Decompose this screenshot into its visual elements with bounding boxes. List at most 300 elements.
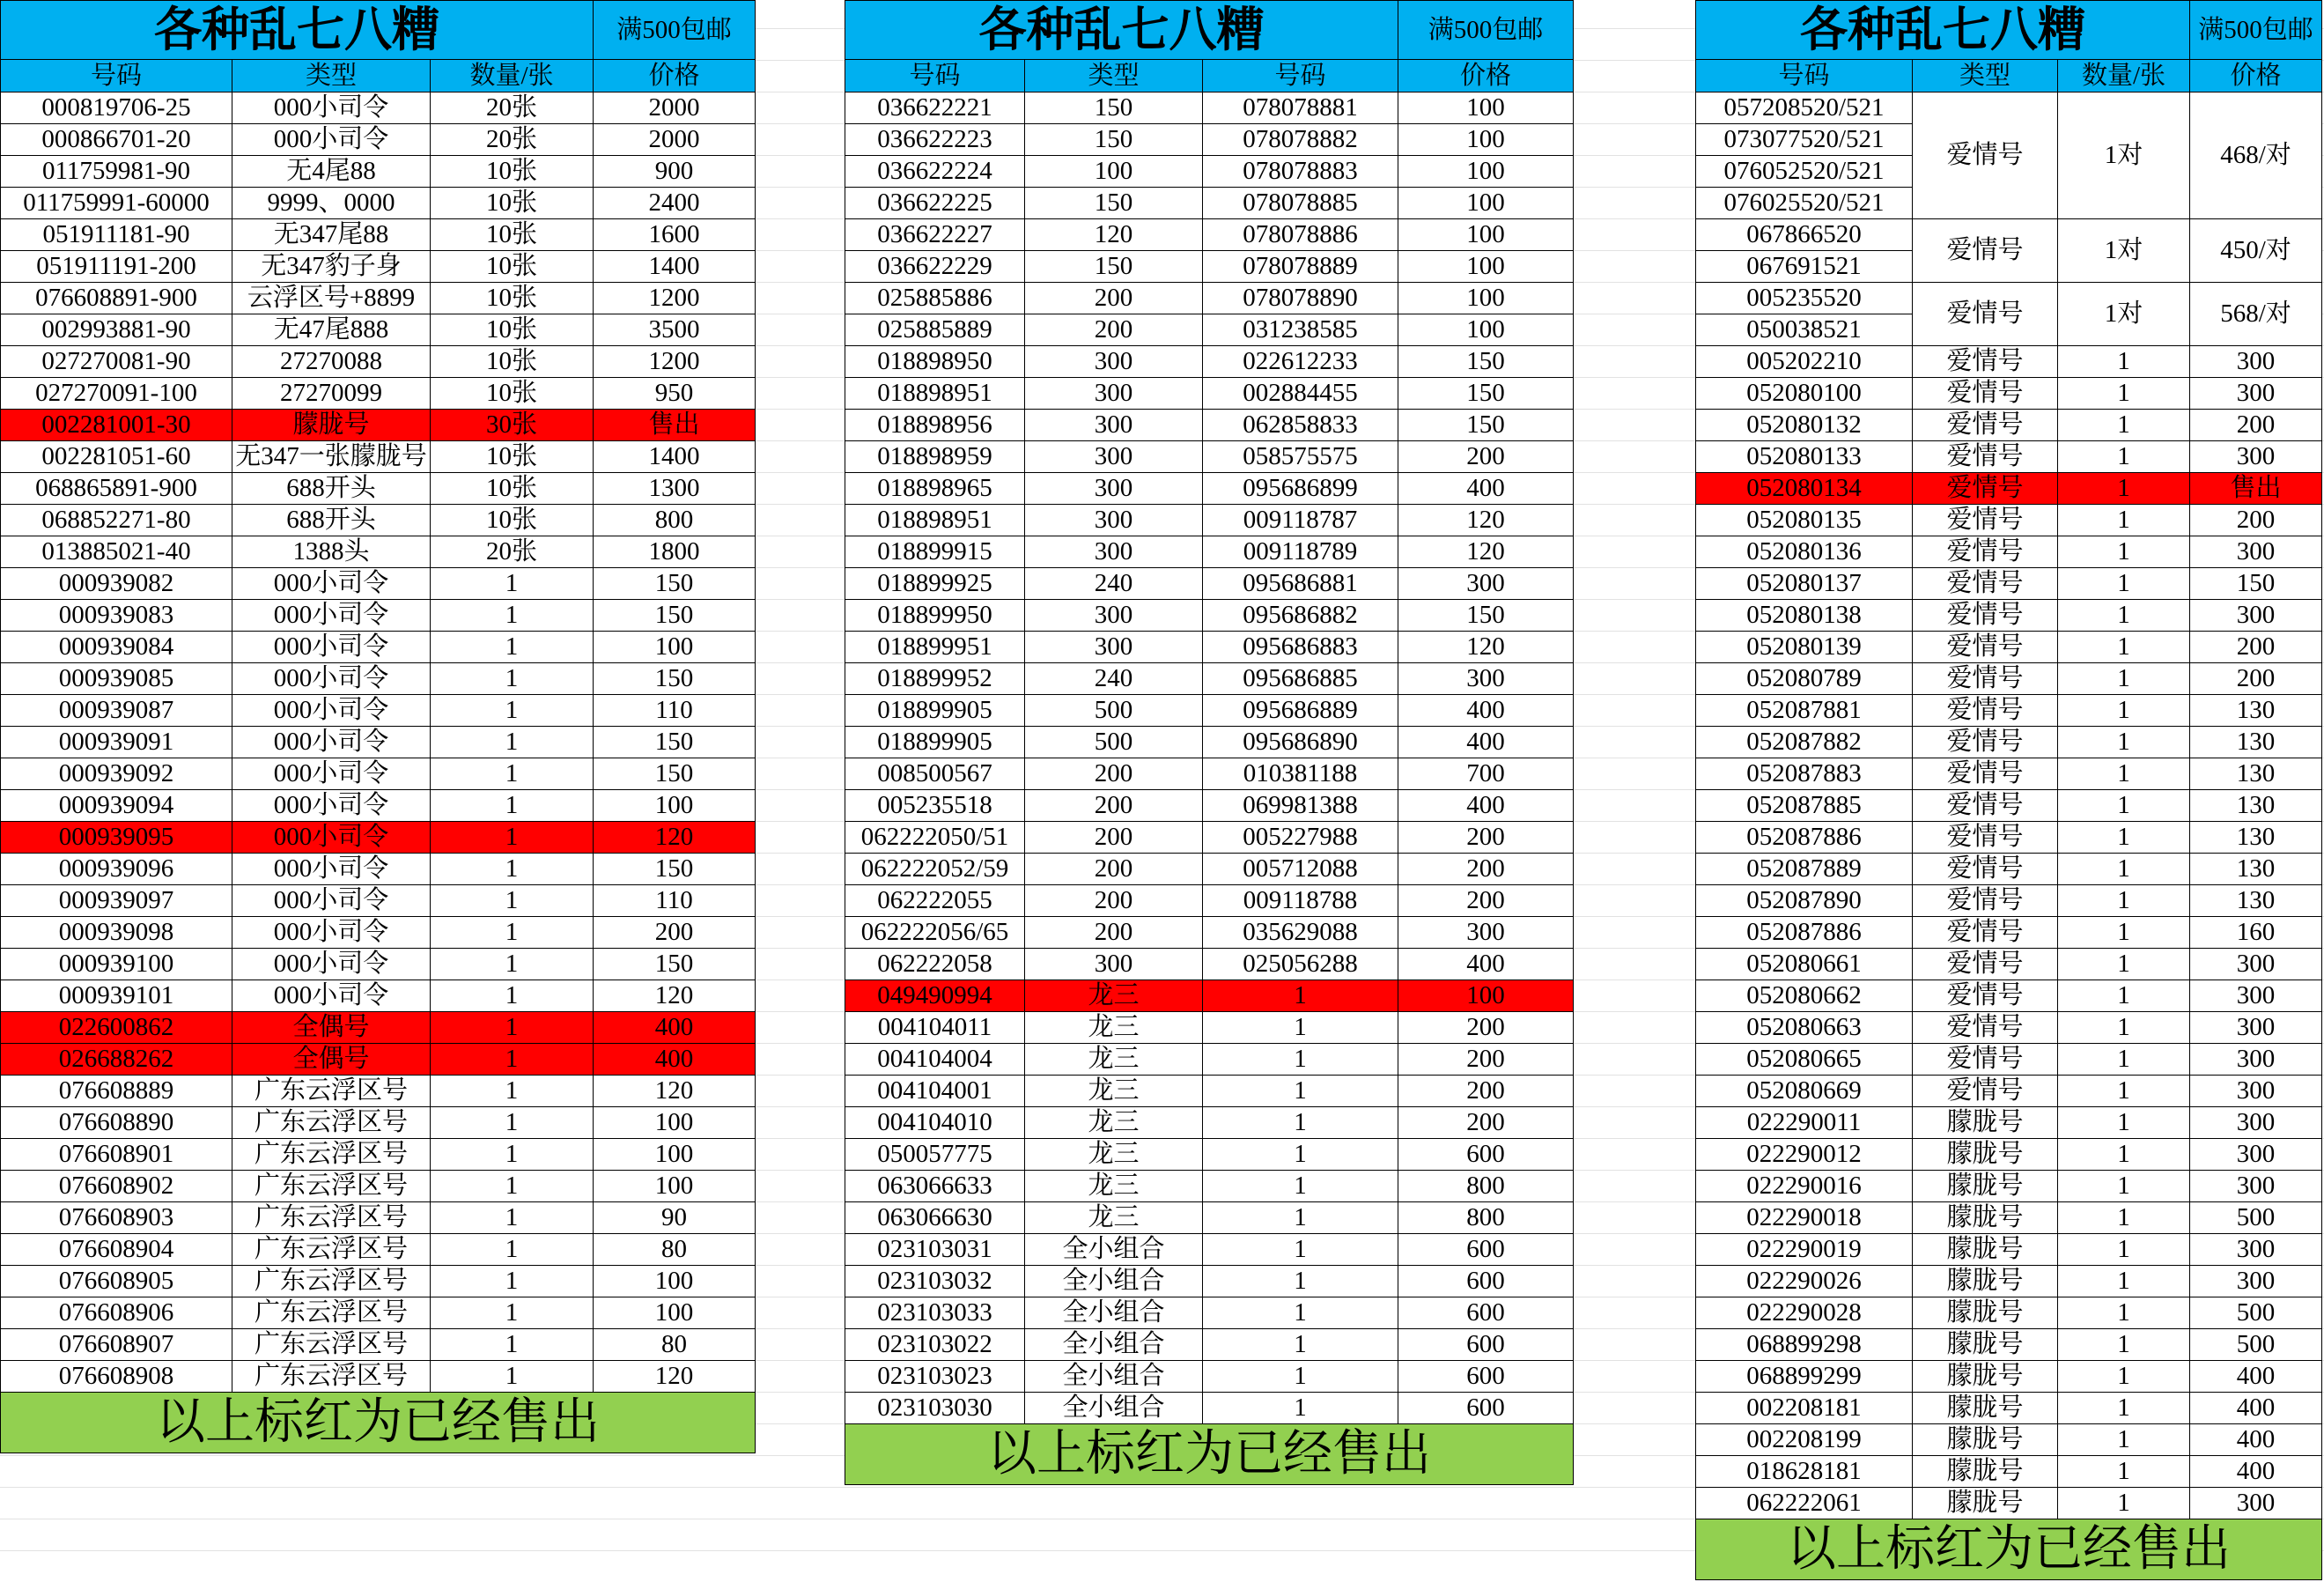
price-cell: 100 bbox=[1398, 314, 1573, 345]
number-cell: 000939097 bbox=[1, 885, 232, 916]
number-cell: 018899952 bbox=[845, 663, 1024, 694]
type-cell: 爱情号 bbox=[1913, 568, 2057, 599]
number-cell: 018899915 bbox=[845, 536, 1024, 567]
quantity-cell: 1 bbox=[2058, 568, 2189, 599]
price-cell: 200 bbox=[1398, 1107, 1573, 1138]
quantity-cell: 1 bbox=[431, 885, 593, 916]
number-cell: 052087881 bbox=[1696, 695, 1912, 726]
type-cell: 全小组合 bbox=[1025, 1234, 1202, 1265]
price-cell: 2000 bbox=[594, 124, 755, 155]
price-cell: 100 bbox=[594, 790, 755, 821]
number-cell: 022290026 bbox=[1696, 1266, 1912, 1297]
number-cell: 076608890 bbox=[1, 1107, 232, 1138]
column-header-price: 价格 bbox=[594, 60, 755, 92]
price-cell: 300 bbox=[2190, 980, 2321, 1011]
price-cell: 300 bbox=[2190, 378, 2321, 409]
type-cell: 000小司令 bbox=[232, 917, 430, 948]
price-cell: 800 bbox=[1398, 1202, 1573, 1233]
quantity-cell: 10张 bbox=[431, 314, 593, 345]
column-header-number: 号码 bbox=[1696, 60, 1912, 92]
price-cell: 120 bbox=[1398, 632, 1573, 662]
number-cell: 005235520 bbox=[1696, 283, 1912, 314]
quantity-cell: 10张 bbox=[431, 251, 593, 282]
number-cell: 004104004 bbox=[845, 1044, 1024, 1075]
type-cell: 000小司令 bbox=[232, 124, 430, 155]
price-cell: 450/对 bbox=[2190, 219, 2321, 282]
type-cell: 150 bbox=[1025, 188, 1202, 218]
number-cell: 011759981-90 bbox=[1, 156, 232, 187]
quantity-cell: 1 bbox=[431, 854, 593, 884]
type-cell: 龙三 bbox=[1025, 1139, 1202, 1170]
sheet-title: 各种乱七八糟 bbox=[1696, 1, 2189, 59]
number-cell: 018898951 bbox=[845, 505, 1024, 536]
type-cell: 爱情号 bbox=[1913, 441, 2057, 472]
number-cell: 027270091-100 bbox=[1, 378, 232, 409]
number-cell: 078078889 bbox=[1203, 251, 1398, 282]
quantity-cell: 1 bbox=[2058, 632, 2189, 662]
price-cell: 120 bbox=[594, 1361, 755, 1392]
number-cell: 010381188 bbox=[1203, 758, 1398, 789]
quantity-cell: 1 bbox=[2058, 1044, 2189, 1075]
quantity-cell: 1 bbox=[431, 1297, 593, 1328]
number-cell: 052080662 bbox=[1696, 980, 1912, 1011]
quantity-cell: 1 bbox=[431, 1076, 593, 1106]
number-cell: 018899905 bbox=[845, 695, 1024, 726]
number-cell: 022290028 bbox=[1696, 1297, 1912, 1328]
price-cell: 300 bbox=[2190, 1107, 2321, 1138]
number-cell: 009118789 bbox=[1203, 536, 1398, 567]
quantity-cell: 1 bbox=[431, 822, 593, 853]
type-cell: 300 bbox=[1025, 632, 1202, 662]
quantity-cell: 1 bbox=[2058, 1456, 2189, 1487]
price-cell: 售出 bbox=[2190, 473, 2321, 504]
type-cell: 爱情号 bbox=[1913, 727, 2057, 758]
number-cell: 052080135 bbox=[1696, 505, 1912, 536]
price-cell: 100 bbox=[594, 1266, 755, 1297]
price-cell: 300 bbox=[2190, 1234, 2321, 1265]
quantity-cell: 1 bbox=[431, 1012, 593, 1043]
quantity-cell: 1 bbox=[431, 1171, 593, 1201]
price-cell: 400 bbox=[2190, 1393, 2321, 1423]
quantity-cell: 1 bbox=[2058, 854, 2189, 884]
price-cell: 600 bbox=[1398, 1234, 1573, 1265]
price-cell: 300 bbox=[2190, 1266, 2321, 1297]
type-cell: 广东云浮区号 bbox=[232, 1361, 430, 1392]
number-cell: 076608908 bbox=[1, 1361, 232, 1392]
type-cell: 无347豹子身 bbox=[232, 251, 430, 282]
price-cell: 500 bbox=[2190, 1329, 2321, 1360]
type-cell: 龙三 bbox=[1025, 1076, 1202, 1106]
number-cell: 022290018 bbox=[1696, 1202, 1912, 1233]
type-cell: 爱情号 bbox=[1913, 1076, 2057, 1106]
type-cell: 爱情号 bbox=[1913, 695, 2057, 726]
price-cell: 2400 bbox=[594, 188, 755, 218]
number-cell: 022290019 bbox=[1696, 1234, 1912, 1265]
price-cell: 150 bbox=[594, 854, 755, 884]
type-cell: 云浮区号+8899 bbox=[232, 283, 430, 314]
quantity-cell: 10张 bbox=[431, 441, 593, 472]
quantity-cell: 10张 bbox=[431, 505, 593, 536]
type-cell: 爱情号 bbox=[1913, 505, 2057, 536]
number-cell: 004104011 bbox=[845, 1012, 1024, 1043]
price-cell: 468/对 bbox=[2190, 92, 2321, 218]
type-cell: 全小组合 bbox=[1025, 1393, 1202, 1423]
number-cell: 1 bbox=[1203, 1171, 1398, 1201]
quantity-cell: 10张 bbox=[431, 219, 593, 250]
quantity-cell: 1 bbox=[431, 1234, 593, 1265]
quantity-cell: 1 bbox=[2058, 1488, 2189, 1519]
type-cell: 朦胧号 bbox=[1913, 1202, 2057, 1233]
price-cell: 120 bbox=[1398, 505, 1573, 536]
number-cell: 052080138 bbox=[1696, 600, 1912, 631]
price-cell: 300 bbox=[2190, 536, 2321, 567]
number-cell: 078078886 bbox=[1203, 219, 1398, 250]
column-header-type: 类型 bbox=[1913, 60, 2057, 92]
price-cell: 130 bbox=[2190, 885, 2321, 916]
price-cell: 110 bbox=[594, 885, 755, 916]
number-cell: 1 bbox=[1203, 980, 1398, 1011]
number-cell: 068865891-900 bbox=[1, 473, 232, 504]
quantity-cell: 20张 bbox=[431, 92, 593, 123]
number-cell: 076608901 bbox=[1, 1139, 232, 1170]
price-cell: 500 bbox=[2190, 1202, 2321, 1233]
price-list-left bbox=[0, 0, 756, 1453]
number-cell: 052080100 bbox=[1696, 378, 1912, 409]
price-cell: 200 bbox=[2190, 410, 2321, 440]
price-cell: 600 bbox=[1398, 1329, 1573, 1360]
price-cell: 300 bbox=[1398, 568, 1573, 599]
number-cell: 051911181-90 bbox=[1, 219, 232, 250]
price-cell: 1200 bbox=[594, 283, 755, 314]
price-cell: 130 bbox=[2190, 727, 2321, 758]
type-cell: 无347一张朦胧号 bbox=[232, 441, 430, 472]
number-cell: 062222052/59 bbox=[845, 854, 1024, 884]
column-header-number: 号码 bbox=[845, 60, 1024, 92]
number-cell: 052087882 bbox=[1696, 727, 1912, 758]
price-cell: 150 bbox=[594, 949, 755, 980]
price-cell: 400 bbox=[594, 1044, 755, 1075]
quantity-cell: 1 bbox=[2058, 600, 2189, 631]
price-cell: 130 bbox=[2190, 790, 2321, 821]
type-cell: 广东云浮区号 bbox=[232, 1202, 430, 1233]
number-cell: 000939085 bbox=[1, 663, 232, 694]
price-cell: 200 bbox=[2190, 505, 2321, 536]
number-cell: 022290016 bbox=[1696, 1171, 1912, 1201]
number-cell: 002884455 bbox=[1203, 378, 1398, 409]
type-cell: 200 bbox=[1025, 885, 1202, 916]
type-cell: 27270099 bbox=[232, 378, 430, 409]
price-cell: 100 bbox=[594, 1297, 755, 1328]
number-cell: 095686890 bbox=[1203, 727, 1398, 758]
number-cell: 063066630 bbox=[845, 1202, 1024, 1233]
type-cell: 爱情号 bbox=[1913, 885, 2057, 916]
type-cell: 000小司令 bbox=[232, 663, 430, 694]
type-cell: 朦胧号 bbox=[1913, 1266, 2057, 1297]
price-cell: 300 bbox=[2190, 1076, 2321, 1106]
number-cell: 000939084 bbox=[1, 632, 232, 662]
type-cell: 广东云浮区号 bbox=[232, 1139, 430, 1170]
number-cell: 1 bbox=[1203, 1361, 1398, 1392]
number-cell: 000939096 bbox=[1, 854, 232, 884]
type-cell: 爱情号 bbox=[1913, 219, 2057, 282]
number-cell: 052087886 bbox=[1696, 917, 1912, 948]
number-cell: 052080663 bbox=[1696, 1012, 1912, 1043]
quantity-cell: 1 bbox=[431, 1139, 593, 1170]
price-cell: 300 bbox=[2190, 1139, 2321, 1170]
number-cell: 018898959 bbox=[845, 441, 1024, 472]
quantity-cell: 1 bbox=[2058, 1361, 2189, 1392]
number-cell: 000939098 bbox=[1, 917, 232, 948]
number-cell: 069981388 bbox=[1203, 790, 1398, 821]
type-cell: 朦胧号 bbox=[232, 410, 430, 440]
price-cell: 1400 bbox=[594, 251, 755, 282]
quantity-cell: 1 bbox=[2058, 441, 2189, 472]
price-cell: 100 bbox=[1398, 251, 1573, 282]
price-cell: 1600 bbox=[594, 219, 755, 250]
type-cell: 688开头 bbox=[232, 505, 430, 536]
type-cell: 000小司令 bbox=[232, 822, 430, 853]
type-cell: 000小司令 bbox=[232, 92, 430, 123]
number-cell: 062222061 bbox=[1696, 1488, 1912, 1519]
price-cell: 1800 bbox=[594, 536, 755, 567]
type-cell: 爱情号 bbox=[1913, 790, 2057, 821]
price-cell: 200 bbox=[594, 917, 755, 948]
number-cell: 008500567 bbox=[845, 758, 1024, 789]
type-cell: 000小司令 bbox=[232, 695, 430, 726]
number-cell: 000939087 bbox=[1, 695, 232, 726]
quantity-cell: 1 bbox=[431, 568, 593, 599]
number-cell: 023103031 bbox=[845, 1234, 1024, 1265]
price-cell: 300 bbox=[1398, 663, 1573, 694]
quantity-cell: 1 bbox=[2058, 1139, 2189, 1170]
number-cell: 005227988 bbox=[1203, 822, 1398, 853]
number-cell: 036622224 bbox=[845, 156, 1024, 187]
price-cell: 400 bbox=[1398, 473, 1573, 504]
type-cell: 240 bbox=[1025, 568, 1202, 599]
quantity-cell: 1 bbox=[2058, 410, 2189, 440]
type-cell: 朦胧号 bbox=[1913, 1297, 2057, 1328]
number-cell: 057208520/521 bbox=[1696, 92, 1912, 123]
price-cell: 130 bbox=[2190, 758, 2321, 789]
number-cell: 052087889 bbox=[1696, 854, 1912, 884]
quantity-cell: 1 bbox=[431, 1202, 593, 1233]
number-cell: 000866701-20 bbox=[1, 124, 232, 155]
price-cell: 130 bbox=[2190, 854, 2321, 884]
number-cell: 036622229 bbox=[845, 251, 1024, 282]
column-header-quantity: 数量/张 bbox=[2058, 60, 2189, 92]
price-cell: 500 bbox=[2190, 1297, 2321, 1328]
number-cell: 1 bbox=[1203, 1234, 1398, 1265]
type-cell: 300 bbox=[1025, 505, 1202, 536]
column-header-price: 价格 bbox=[2190, 60, 2321, 92]
price-cell: 200 bbox=[1398, 885, 1573, 916]
type-cell: 广东云浮区号 bbox=[232, 1076, 430, 1106]
number-cell: 025056288 bbox=[1203, 949, 1398, 980]
type-cell: 广东云浮区号 bbox=[232, 1107, 430, 1138]
quantity-cell: 1 bbox=[2058, 505, 2189, 536]
type-cell: 240 bbox=[1025, 663, 1202, 694]
quantity-cell: 1 bbox=[2058, 695, 2189, 726]
type-cell: 朦胧号 bbox=[1913, 1424, 2057, 1455]
quantity-cell: 10张 bbox=[431, 473, 593, 504]
price-cell: 900 bbox=[594, 156, 755, 187]
quantity-cell: 10张 bbox=[431, 188, 593, 218]
price-cell: 80 bbox=[594, 1234, 755, 1265]
column-header-type: 类型 bbox=[1025, 60, 1202, 92]
price-grid bbox=[1695, 0, 2322, 1519]
number-cell: 076608891-900 bbox=[1, 283, 232, 314]
type-cell: 000小司令 bbox=[232, 885, 430, 916]
number-cell: 027270081-90 bbox=[1, 346, 232, 377]
number-cell: 000819706-25 bbox=[1, 92, 232, 123]
price-cell: 568/对 bbox=[2190, 283, 2321, 345]
quantity-cell: 1 bbox=[2058, 1393, 2189, 1423]
price-cell: 150 bbox=[1398, 346, 1573, 377]
type-cell: 200 bbox=[1025, 314, 1202, 345]
number-cell: 022290012 bbox=[1696, 1139, 1912, 1170]
price-cell: 400 bbox=[1398, 949, 1573, 980]
price-cell: 950 bbox=[594, 378, 755, 409]
price-cell: 300 bbox=[2190, 1012, 2321, 1043]
price-cell: 100 bbox=[1398, 188, 1573, 218]
number-cell: 000939094 bbox=[1, 790, 232, 821]
sheet-title: 各种乱七八糟 bbox=[845, 1, 1398, 59]
type-cell: 500 bbox=[1025, 727, 1202, 758]
quantity-cell: 10张 bbox=[431, 283, 593, 314]
type-cell: 无47尾888 bbox=[232, 314, 430, 345]
type-cell: 爱情号 bbox=[1913, 1012, 2057, 1043]
number-cell: 009118787 bbox=[1203, 505, 1398, 536]
price-cell: 120 bbox=[594, 980, 755, 1011]
number-cell: 1 bbox=[1203, 1202, 1398, 1233]
quantity-cell: 1 bbox=[2058, 346, 2189, 377]
number-cell: 005235518 bbox=[845, 790, 1024, 821]
number-cell: 022290011 bbox=[1696, 1107, 1912, 1138]
price-cell: 200 bbox=[1398, 441, 1573, 472]
price-cell: 150 bbox=[594, 758, 755, 789]
price-cell: 150 bbox=[1398, 600, 1573, 631]
number-cell: 095686882 bbox=[1203, 600, 1398, 631]
number-cell: 013885021-40 bbox=[1, 536, 232, 567]
number-cell: 068899298 bbox=[1696, 1329, 1912, 1360]
type-cell: 朦胧号 bbox=[1913, 1329, 2057, 1360]
quantity-cell: 1 bbox=[2058, 1171, 2189, 1201]
number-cell: 1 bbox=[1203, 1044, 1398, 1075]
quantity-cell: 1 bbox=[431, 980, 593, 1011]
quantity-cell: 1 bbox=[431, 758, 593, 789]
price-cell: 300 bbox=[2190, 346, 2321, 377]
price-cell: 400 bbox=[2190, 1361, 2321, 1392]
type-cell: 000小司令 bbox=[232, 727, 430, 758]
number-cell: 062222055 bbox=[845, 885, 1024, 916]
price-grid bbox=[845, 0, 1574, 1424]
quantity-cell: 1 bbox=[2058, 949, 2189, 980]
quantity-cell: 1 bbox=[2058, 1107, 2189, 1138]
type-cell: 广东云浮区号 bbox=[232, 1234, 430, 1265]
number-cell: 050057775 bbox=[845, 1139, 1024, 1170]
price-cell: 400 bbox=[1398, 695, 1573, 726]
number-cell: 036622227 bbox=[845, 219, 1024, 250]
number-cell: 035629088 bbox=[1203, 917, 1398, 948]
number-cell: 018899951 bbox=[845, 632, 1024, 662]
column-header-price: 价格 bbox=[1398, 60, 1573, 92]
type-cell: 龙三 bbox=[1025, 1012, 1202, 1043]
price-cell: 600 bbox=[1398, 1361, 1573, 1392]
number-cell: 023103022 bbox=[845, 1329, 1024, 1360]
price-cell: 400 bbox=[594, 1012, 755, 1043]
number-cell: 052080134 bbox=[1696, 473, 1912, 504]
number-cell: 000939083 bbox=[1, 600, 232, 631]
price-cell: 150 bbox=[1398, 378, 1573, 409]
number-cell: 076608889 bbox=[1, 1076, 232, 1106]
type-cell: 120 bbox=[1025, 219, 1202, 250]
price-cell: 400 bbox=[2190, 1456, 2321, 1487]
type-cell: 无347尾88 bbox=[232, 219, 430, 250]
type-cell: 300 bbox=[1025, 536, 1202, 567]
number-cell: 000939091 bbox=[1, 727, 232, 758]
number-cell: 022612233 bbox=[1203, 346, 1398, 377]
quantity-cell: 1 bbox=[431, 663, 593, 694]
type-cell: 200 bbox=[1025, 822, 1202, 853]
price-cell: 150 bbox=[1398, 410, 1573, 440]
number-cell: 023103033 bbox=[845, 1297, 1024, 1328]
number-cell: 018898950 bbox=[845, 346, 1024, 377]
number-cell: 1 bbox=[1203, 1297, 1398, 1328]
type-cell: 爱情号 bbox=[1913, 980, 2057, 1011]
number-cell: 002281001-30 bbox=[1, 410, 232, 440]
type-cell: 000小司令 bbox=[232, 758, 430, 789]
quantity-cell: 10张 bbox=[431, 378, 593, 409]
quantity-cell: 1 bbox=[2058, 378, 2189, 409]
number-cell: 063066633 bbox=[845, 1171, 1024, 1201]
type-cell: 龙三 bbox=[1025, 1044, 1202, 1075]
price-cell: 120 bbox=[1398, 536, 1573, 567]
number-cell: 000939082 bbox=[1, 568, 232, 599]
number-cell: 000939092 bbox=[1, 758, 232, 789]
price-cell: 400 bbox=[1398, 790, 1573, 821]
number-cell: 052087883 bbox=[1696, 758, 1912, 789]
price-cell: 600 bbox=[1398, 1266, 1573, 1297]
number-cell: 076608907 bbox=[1, 1329, 232, 1360]
type-cell: 朦胧号 bbox=[1913, 1107, 2057, 1138]
type-cell: 龙三 bbox=[1025, 980, 1202, 1011]
quantity-cell: 1 bbox=[2058, 1424, 2189, 1455]
quantity-cell: 1 bbox=[2058, 822, 2189, 853]
quantity-cell: 1 bbox=[431, 949, 593, 980]
number-cell: 062222058 bbox=[845, 949, 1024, 980]
number-cell: 002208199 bbox=[1696, 1424, 1912, 1455]
number-cell: 062222050/51 bbox=[845, 822, 1024, 853]
type-cell: 爱情号 bbox=[1913, 410, 2057, 440]
number-cell: 073077520/521 bbox=[1696, 124, 1912, 155]
price-list-right bbox=[1695, 0, 2322, 1580]
quantity-cell: 1 bbox=[2058, 1297, 2189, 1328]
number-cell: 076052520/521 bbox=[1696, 156, 1912, 187]
price-cell: 600 bbox=[1398, 1393, 1573, 1423]
type-cell: 000小司令 bbox=[232, 980, 430, 1011]
price-list-middle bbox=[845, 0, 1574, 1485]
price-cell: 200 bbox=[1398, 1076, 1573, 1106]
number-cell: 011759991-60000 bbox=[1, 188, 232, 218]
number-cell: 052087890 bbox=[1696, 885, 1912, 916]
free-shipping-note: 满500包邮 bbox=[2190, 1, 2321, 59]
type-cell: 688开头 bbox=[232, 473, 430, 504]
type-cell: 全偶号 bbox=[232, 1044, 430, 1075]
number-cell: 1 bbox=[1203, 1329, 1398, 1360]
type-cell: 300 bbox=[1025, 378, 1202, 409]
number-cell: 076025520/521 bbox=[1696, 188, 1912, 218]
column-header-number: 号码 bbox=[1, 60, 232, 92]
